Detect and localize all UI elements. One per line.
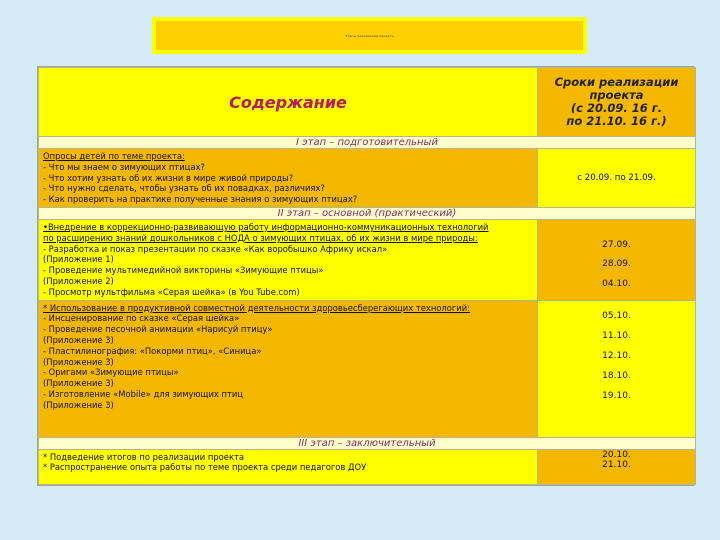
- stage2-block1-heading1: •Внедрение в коррекционно-развивающую работу информационно-коммуникационных технологий: [43, 221, 489, 232]
- dates-header-line4: по 21.10. 16 г.): [566, 114, 667, 128]
- stage2-block1-line: - Просмотр мультфильма «Серая шейка» (в You Tube.com): [43, 286, 300, 297]
- banner-text: Этапы реализации проекта: [345, 33, 394, 38]
- stage2-block2-dates: [538, 300, 696, 437]
- stage2-band-row: [39, 207, 696, 219]
- stage1-line: - Что нужно сделать, чтобы узнать об их повадках, различиях?: [43, 183, 325, 194]
- stage2-block1-dates: [538, 219, 696, 300]
- stage2-block2-line: - Оригами «Зимующие птицы»: [43, 367, 179, 378]
- stage2-block2-line: (Приложение 3): [43, 356, 114, 367]
- stage2-block2-line: (Приложение 3): [43, 334, 114, 345]
- title-banner: [152, 17, 587, 54]
- content-header: [39, 68, 538, 137]
- stage1-content: [39, 149, 538, 208]
- stage3-title: III этап – заключительный: [39, 437, 696, 449]
- content-header-label: Содержание: [229, 92, 347, 112]
- date-value: 12.10.: [602, 350, 631, 361]
- dates-header-line1: Сроки реализации: [554, 75, 679, 89]
- stage2-block2-line: (Приложение 3): [43, 399, 114, 410]
- date-value: 05.10.: [602, 310, 631, 321]
- date-value: 19.10.: [602, 390, 631, 401]
- stage2-block2-line: - Инсценирование по сказке «Серая шейка»: [43, 313, 240, 324]
- date-value: 27.09.: [602, 239, 631, 250]
- stage2-block2-content: [39, 300, 538, 437]
- stage2-block1-row: [39, 219, 696, 300]
- stage3-band-row: [39, 437, 696, 449]
- stage1-line: - Что хотим узнать об их жизни в мире живой природы?: [43, 172, 294, 183]
- stage2-block2-row: [39, 300, 696, 437]
- dates-header-line3: (с 20.09. 16 г.: [570, 101, 663, 115]
- stage1-line: - Что мы знаем о зимующих птицах?: [43, 161, 205, 172]
- stage2-title: II этап – основной (практический): [39, 207, 696, 219]
- stage2-block2-line: - Проведение песочной анимации «Нарисуй птицу»: [43, 324, 273, 335]
- stage3-dates: [538, 449, 696, 484]
- date-value: 11.10.: [602, 330, 631, 341]
- date-value: 18.10.: [602, 370, 631, 381]
- stage2-block1-line: - Проведение мультимедийной викторины «Зимующие птицы»: [43, 265, 324, 276]
- stage1-dates: с 20.09. по 21.09.: [538, 149, 696, 208]
- stage2-block1-content: [39, 219, 538, 300]
- stage2-block1-line: (Приложение 1): [43, 254, 114, 265]
- date-value: 28.09.: [602, 258, 631, 269]
- stage2-block1-heading2: по расширению знаний дошкольников с НОДА о зимующих птицах, об их жизни в мире природы:: [43, 232, 478, 243]
- stage2-block2-heading: * Использование в продуктивной совместной деятельности здоровьесберегающих технологий:: [43, 302, 471, 313]
- stage1-row: [39, 149, 696, 208]
- stage3-line: * Подведение итогов по реализации проекта: [43, 451, 245, 462]
- stage1-heading: Опросы детей по теме проекта:: [43, 151, 185, 161]
- stage1-band-row: [39, 137, 696, 149]
- stage3-line: * Распространение опыта работы по теме проекта среди педагогов ДОУ: [43, 462, 367, 473]
- dates-header-line2: проекта: [589, 88, 644, 102]
- stage2-block1-line: - Разработка и показ презентации по сказке «Как воробышко Африку искал»: [43, 243, 388, 254]
- date-value: 20.10.: [602, 449, 631, 460]
- date-value: 21.10.: [602, 459, 631, 470]
- stage3-row: [39, 449, 696, 484]
- title-banner-inner: [156, 21, 583, 50]
- stage1-line: - Как проверить на практике полученные знания о зимующих птицах?: [43, 194, 358, 205]
- dates-header: [538, 68, 696, 137]
- header-row: [39, 68, 696, 137]
- date-value: 04.10.: [602, 278, 631, 289]
- stage2-block2-line: - Пластилинография: «Покорми птиц», «Синица»: [43, 345, 262, 356]
- project-table: [37, 66, 694, 486]
- stage1-title: I этап – подготовительный: [39, 137, 696, 149]
- stage2-block2-line: - Изготовление «Mobile» для зимующих птиц: [43, 388, 243, 399]
- stage2-block1-line: (Приложение 2): [43, 275, 114, 286]
- stage2-block2-line: (Приложение 3): [43, 378, 114, 389]
- stage3-content: [39, 449, 538, 484]
